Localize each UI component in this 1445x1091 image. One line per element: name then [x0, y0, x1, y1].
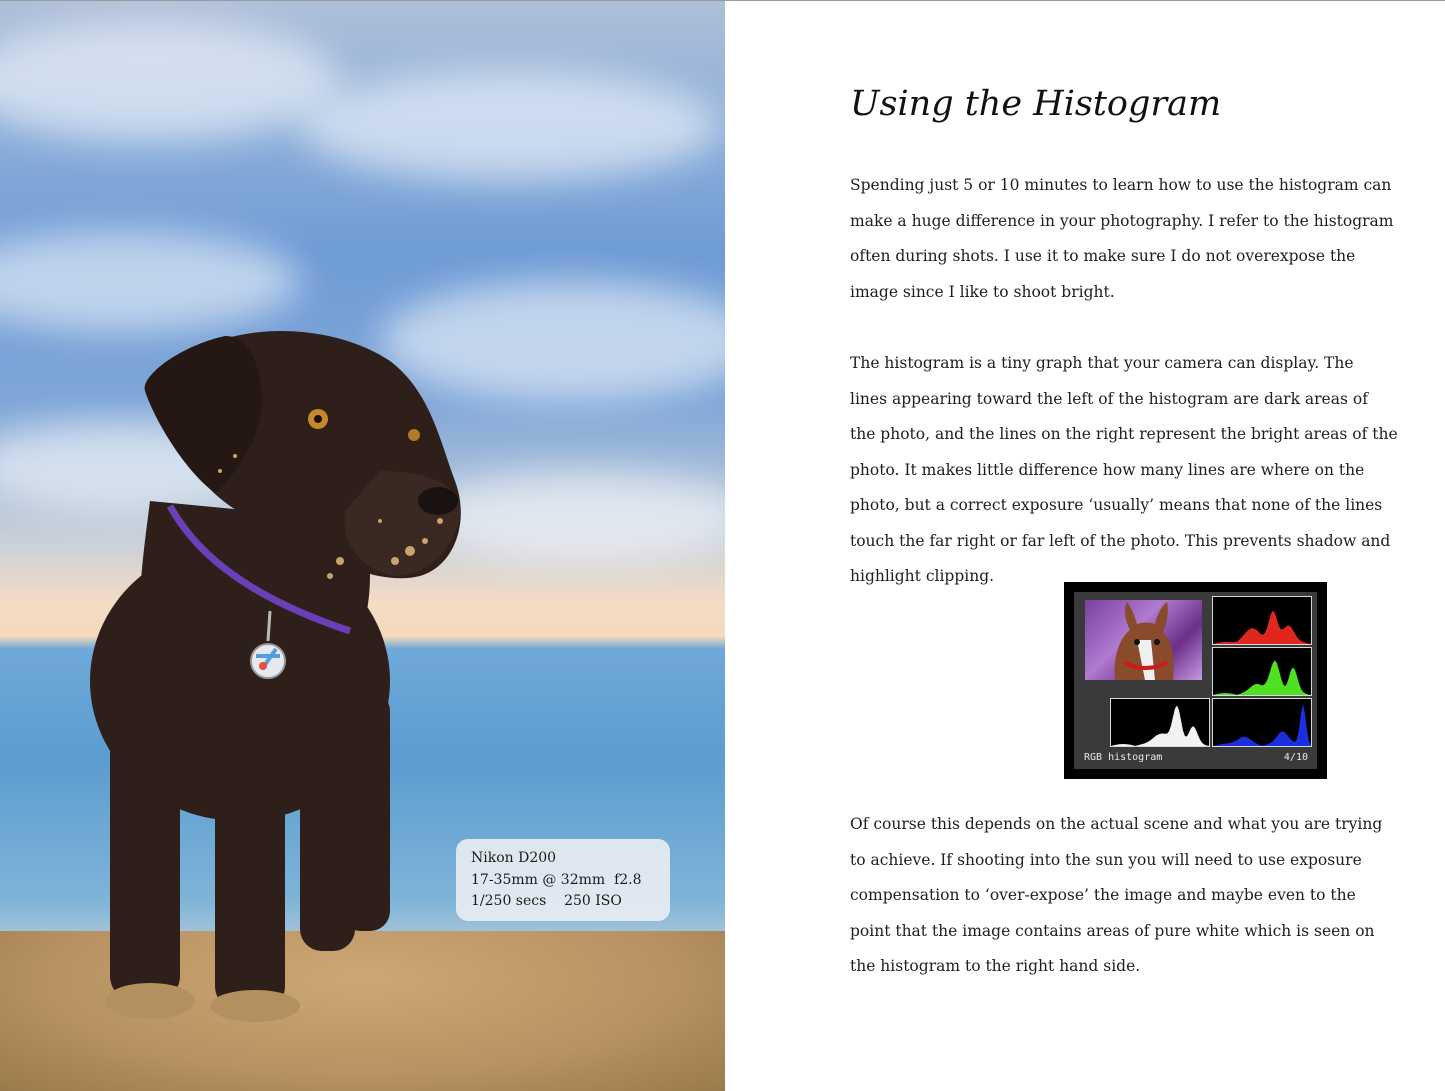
histogram-thumbnail [1085, 600, 1202, 680]
paragraph-line: compensation to ‘over-expose’ the image and maybe even to the [850, 886, 1356, 904]
paragraph-line: Of course this depends on the actual scene and what you are trying [850, 815, 1383, 833]
page-title: Using the Histogram [850, 84, 1222, 124]
green-histogram-series [1213, 661, 1311, 696]
histogram-page-counter: 4/10 [1283, 752, 1308, 763]
paragraph-line: photo. It makes little difference how many lines are where on the [850, 460, 1365, 479]
paragraph-line: the histogram to the right hand side. [850, 957, 1141, 975]
blue-histogram-series [1213, 704, 1311, 746]
paragraph-line: lines appearing toward the left of the histogram are dark areas of [850, 389, 1368, 408]
paragraph-line: The histogram is a tiny graph that your camera can display. The [850, 354, 1354, 372]
histogram-label: RGB histogram [1084, 752, 1163, 763]
paragraph-line: point that the image contains areas of pure white which is seen on [850, 921, 1375, 940]
paragraph-line: touch the far right or far left of the photo. This prevents shadow and [850, 531, 1391, 550]
dog-photo [0, 1, 725, 1091]
paragraph-line: image since I like to shoot bright. [850, 282, 1115, 301]
green-channel-graph [1212, 647, 1312, 696]
paragraph-3 [850, 807, 1382, 985]
paragraph-line: make a huge difference in your photography. I refer to the histogram [850, 211, 1394, 230]
paragraph-line: photo, but a correct exposure ‘usually’ means that none of the lines [850, 496, 1383, 514]
red-histogram-series [1213, 611, 1311, 644]
paragraph-line: the photo, and the lines on the right represent the bright areas of the [850, 425, 1398, 443]
luminance-graph [1110, 698, 1210, 747]
white-histogram-series [1111, 706, 1209, 747]
exif-info-box [456, 839, 670, 921]
paragraph-line: highlight clipping. [850, 567, 995, 585]
exif-exposure: 1/250 secs 250 ISO [471, 893, 622, 909]
blue-channel-graph [1212, 698, 1312, 747]
red-channel-graph [1212, 596, 1312, 645]
paragraph-2 [850, 346, 1398, 595]
paragraph-line: to achieve. If shooting into the sun you will need to use exposure [850, 850, 1362, 869]
paragraph-line: often during shots. I use it to make sure I do not overexpose the [850, 247, 1356, 265]
paragraph-line: Spending just 5 or 10 minutes to learn how to use the histogram can [850, 176, 1392, 194]
exif-lens: 17-35mm @ 32mm f2.8 [471, 871, 642, 888]
labrador-dog [0, 1, 725, 1091]
camera-histogram-screen [1064, 582, 1327, 779]
exif-camera: Nikon D200 [471, 850, 557, 866]
paragraph-1 [850, 168, 1394, 310]
